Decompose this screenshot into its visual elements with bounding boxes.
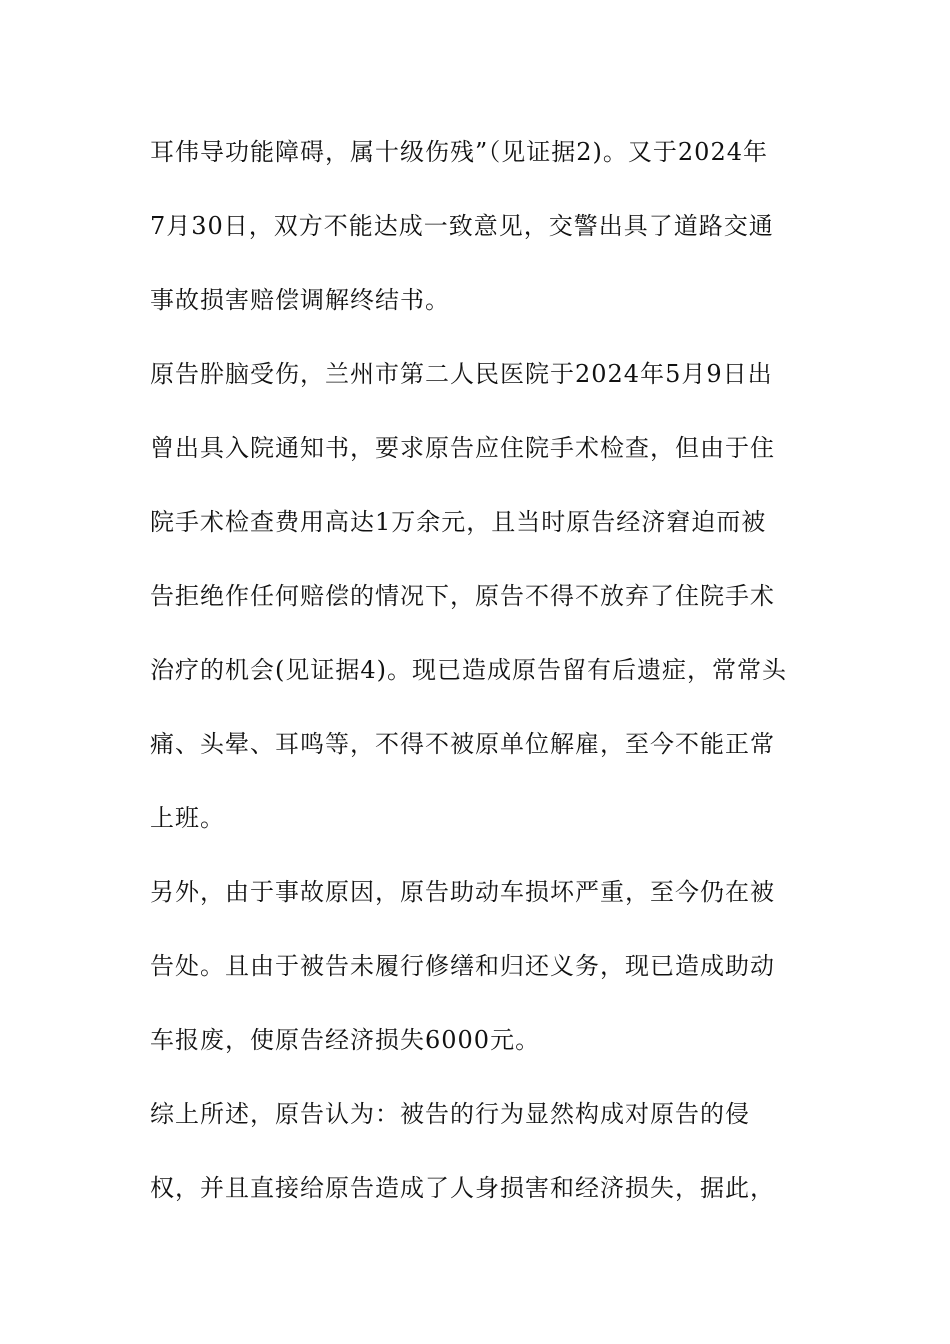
text-line: 告处。且由于被告未履行修缮和归还义务，现已造成助动	[150, 952, 775, 980]
text-line: 另外，由于事故原因，原告助动车损坏严重，至今仍在被	[150, 878, 775, 906]
text-line: 告拒绝作任何赔偿的情况下，原告不得不放弃了住院手术	[150, 582, 775, 610]
text-line: 耳伟导功能障碍，属十级伤残”（见证据2)。又于2024年	[150, 138, 768, 166]
text-line: 7月30日，双方不能达成一致意见，交警出具了道路交通	[150, 212, 774, 240]
text-line: 院手术检查费用高达1万余元，且当时原告经济窘迫而被	[150, 508, 767, 536]
text-line: 原告肸脑受伤，兰州市第二人民医院于2024年5月9日出	[150, 360, 773, 388]
document-body	[150, 128, 830, 1238]
text-line: 综上所述，原告认为：被告的行为显然构成对原告的侵	[150, 1100, 750, 1128]
text-line: 权，并且直接给原告造成了人身损害和经济损失，据此，	[150, 1174, 775, 1202]
text-line: 治疗的机会(见证据4)。现已造成原告留有后遗症，常常头	[150, 656, 787, 684]
text-line: 曾出具入院通知书，要求原告应住院手术检查，但由于住	[150, 434, 775, 462]
text-line: 事故损害赔偿调解终结书。	[150, 286, 450, 314]
text-line: 上班。	[150, 804, 225, 832]
text-line: 痛、头晕、耳鸣等，不得不被原单位解雇，至今不能正常	[150, 730, 775, 758]
text-line: 车报废，使原告经济损失6000元。	[150, 1026, 541, 1054]
